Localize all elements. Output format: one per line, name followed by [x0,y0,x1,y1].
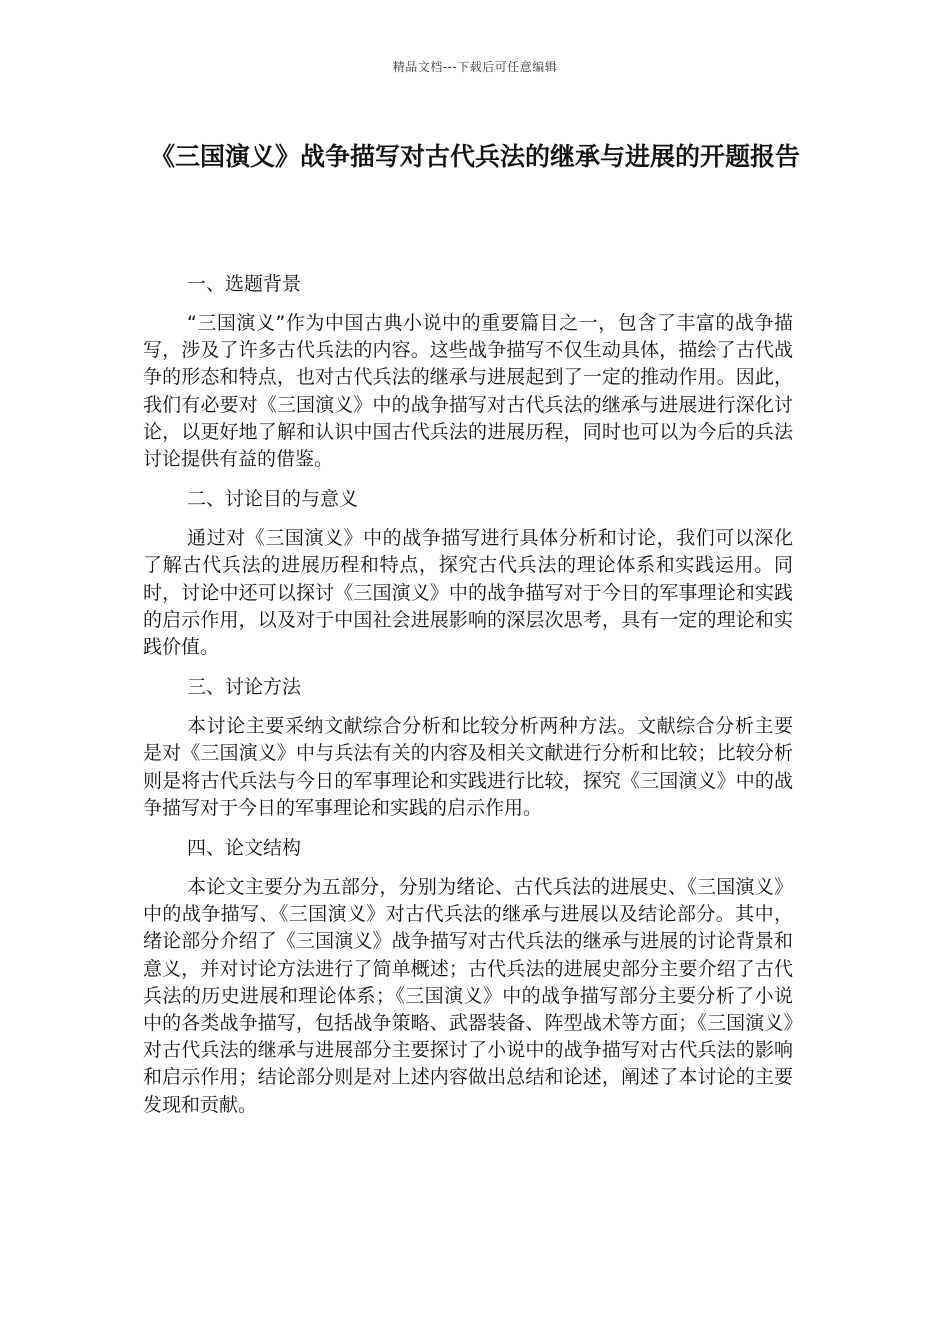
section-heading: 一、选题背景 [187,273,302,295]
section-paragraph: “三国演义”作为中国古典小说中的重要篇目之一，包含了丰富的战争描写，涉及了许多古代兵法的内容。这些战争描写不仅生动具体，描绘了古代战争的形态和特点，也对古代兵法的继承与进展起到了一定的推动作用。因此，我们有必要对《三国演义》中的战争描写对古代兵法的继承与进展进行深化讨论，以更好地了解和认识中国古代兵法的进展历程，同时也可以为今后的兵法讨论提供有益的借鉴。 [143,312,793,471]
section-structure [143,832,793,1119]
section-paragraph: 本论文主要分为五部分，分别为绪论、古代兵法的进展史、《三国演义》中的战争描写、《三国演义》对古代兵法的继承与进展以及结论部分。其中，绪论部分介绍了《三国演义》战争描写对古代兵法的继承与进展的讨论背景和意义，并对讨论方法进行了简单概述；古代兵法的进展史部分主要介绍了古代兵法的历史进展和理论体系；《三国演义》中的战争描写部分主要分析了小说中的各类战争描写，包括战争策略、武器装备、阵型战术等方面；《三国演义》对古代兵法的继承与进展部分主要探讨了小说中的战争描写对古代兵法的影响和启示作用；结论部分则是对上述内容做出总结和论述，阐述了本讨论的主要发现和贡献。 [143,876,793,1116]
section-background [143,268,793,473]
document-body [143,268,793,1129]
section-paragraph: 通过对《三国演义》中的战争描写进行具体分析和讨论，我们可以深化了解古代兵法的进展历程和特点，探究古代兵法的理论体系和实践运用。同时，讨论中还可以探讨《三国演义》中的战争描写对于今日的军事理论和实践的启示作用，以及对于中国社会进展影响的深层次思考，具有一定的理论和实践价值。 [143,527,793,659]
section-paragraph: 本讨论主要采纳文献综合分析和比较分析两种方法。文献综合分析主要是对《三国演义》中与兵法有关的内容及相关文献进行分析和比较；比较分析则是将古代兵法与今日的军事理论和实践进行比较，探究《三国演义》中的战争描写对于今日的军事理论和实践的启示作用。 [143,715,793,819]
section-method [143,671,793,822]
section-heading: 二、讨论目的与意义 [187,488,359,511]
header-note: 精品文档---下载后可任意编辑 [392,60,558,74]
section-heading: 四、论文结构 [187,837,302,860]
section-purpose [143,483,793,661]
document-title: 《三国演义》战争描写对古代兵法的继承与进展的开题报告 [149,142,800,171]
section-heading: 三、讨论方法 [187,676,302,699]
